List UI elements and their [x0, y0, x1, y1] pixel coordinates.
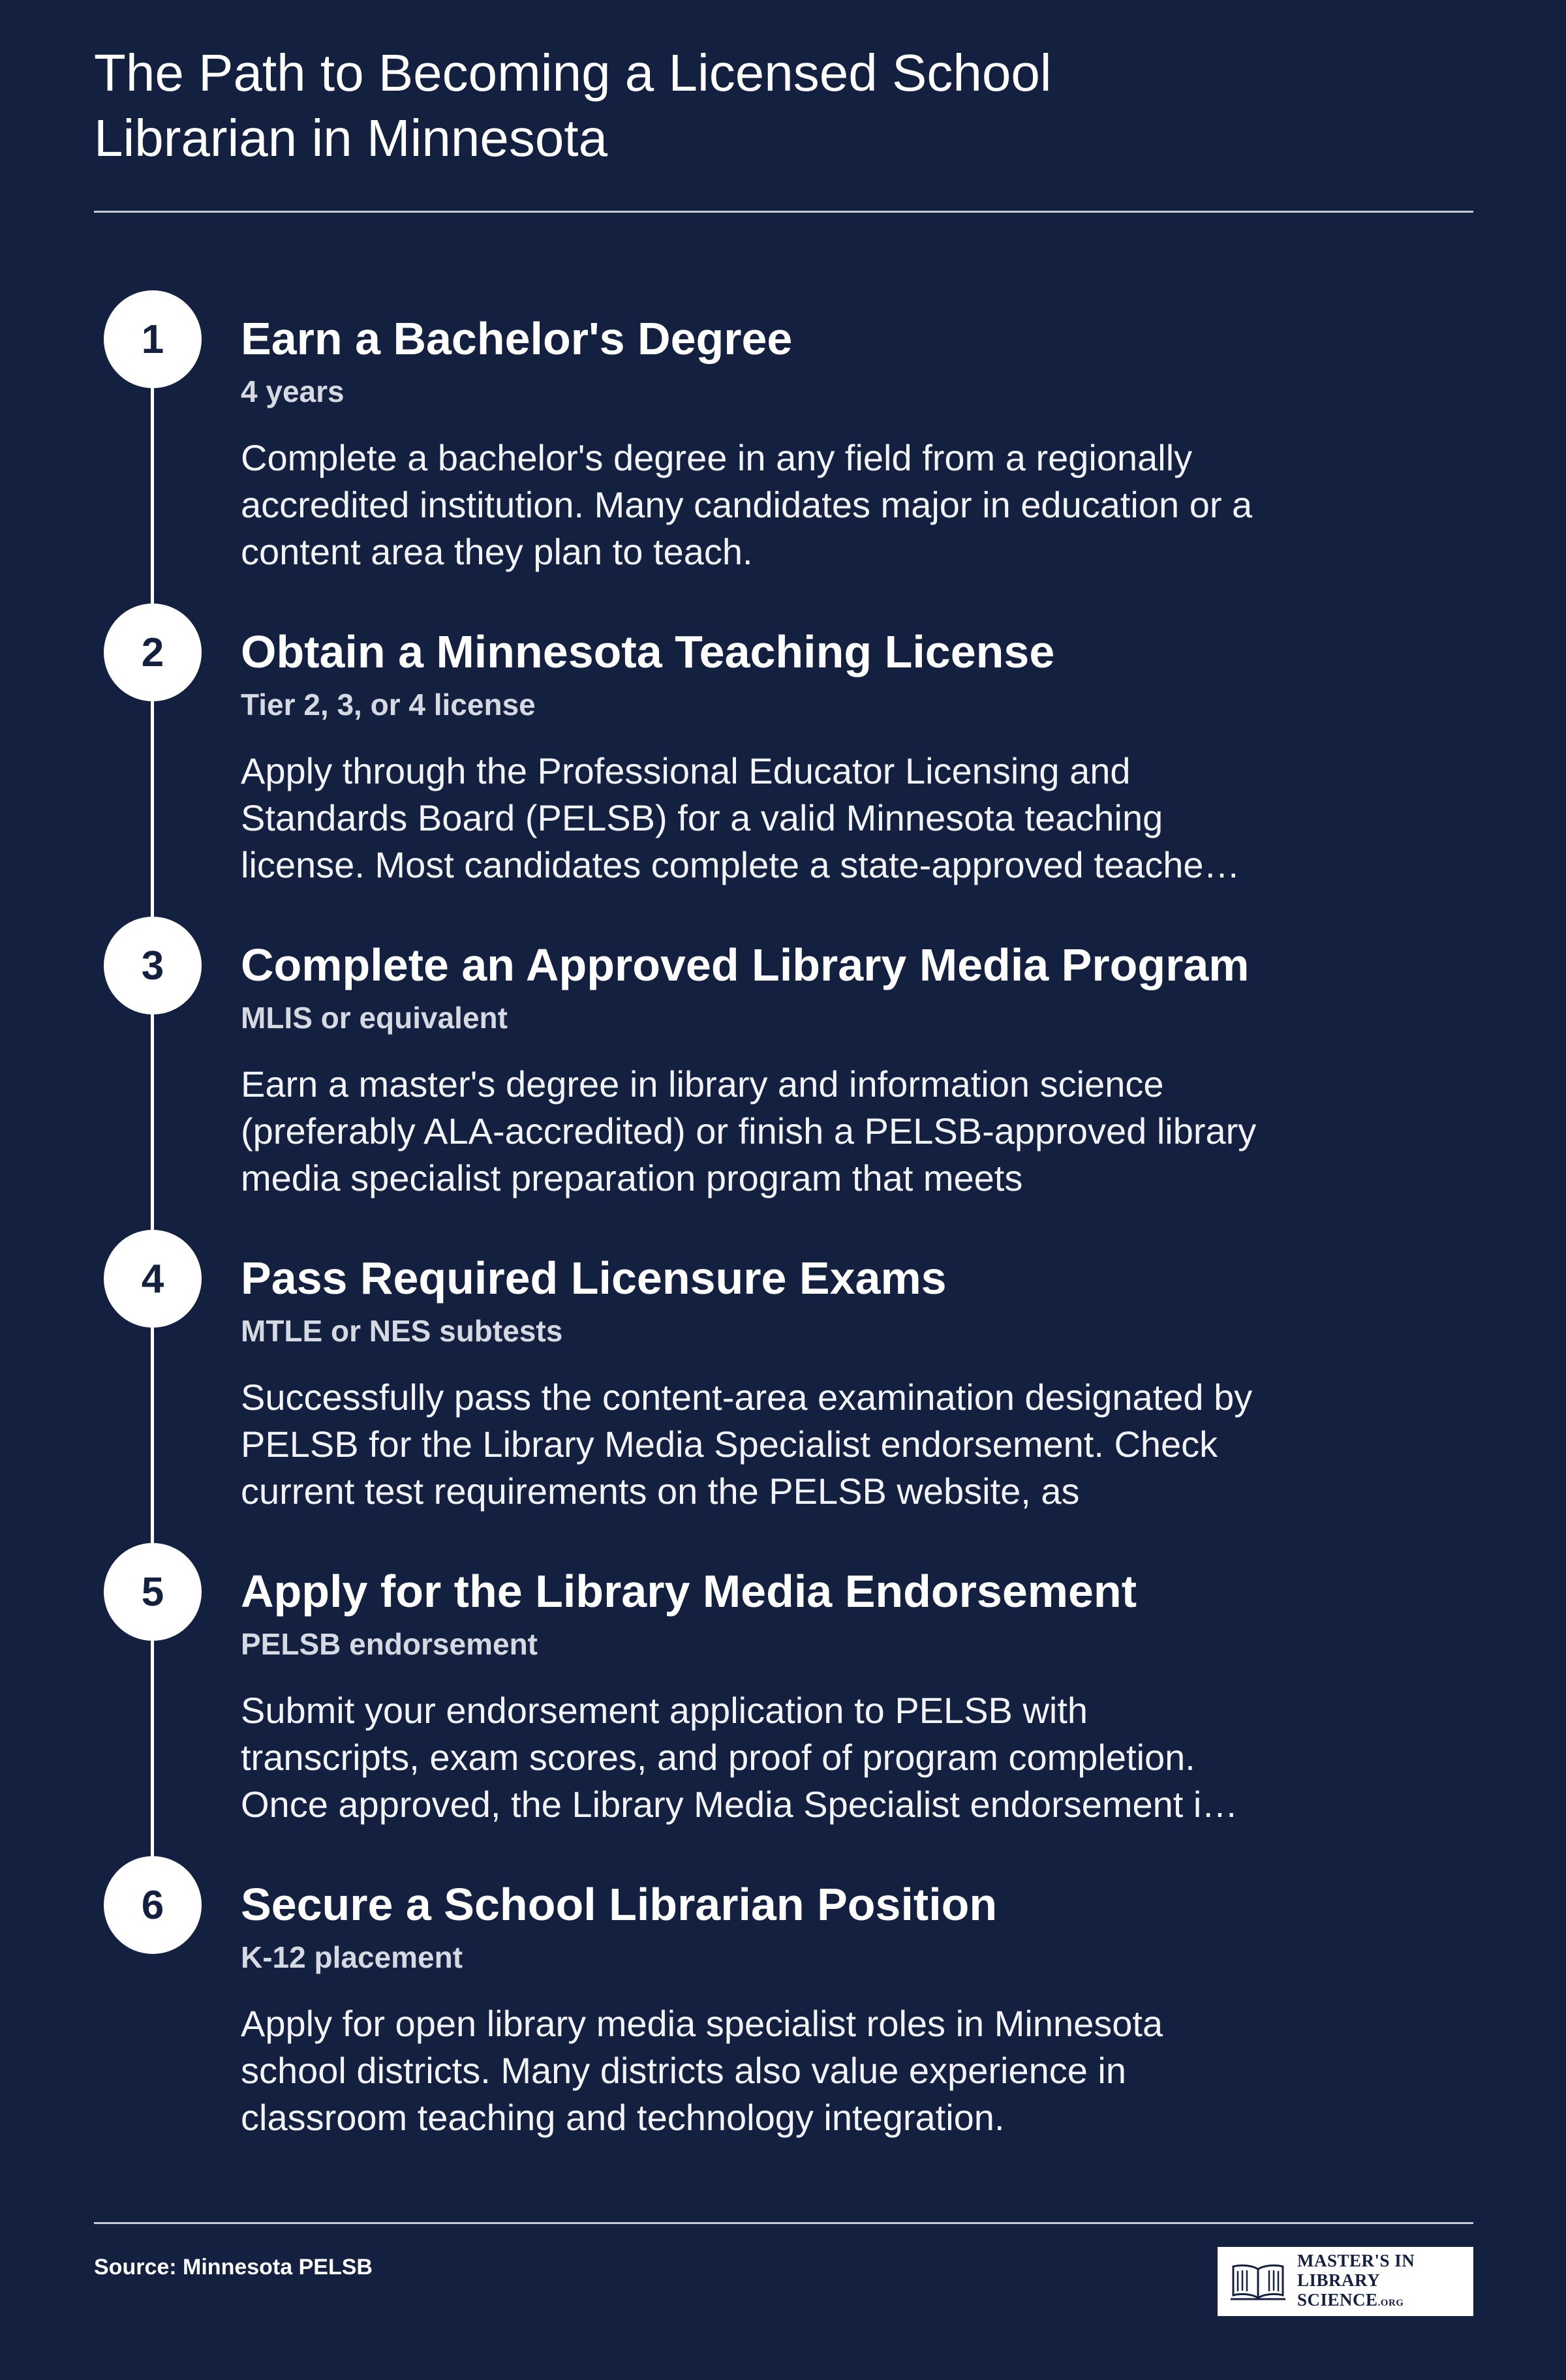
- step-1-description: Complete a bachelor's degree in any field from a regionally accredited institution. Many candidates major in education or a content area they plan to teach.: [241, 437, 1253, 572]
- step-3-title: Complete an Approved Library Media Program: [241, 939, 1250, 990]
- step-2-title: Obtain a Minnesota Teaching License: [241, 626, 1055, 677]
- step-6: [241, 1875, 1272, 2141]
- step-4-title: Pass Required Licensure Exams: [241, 1253, 947, 1304]
- step-2: [241, 622, 1272, 889]
- step-6-description: Apply for open library media specialist roles in Minnesota school districts. Many districts also value experience in classroom teaching and technology integration.: [241, 2003, 1163, 2138]
- step-1-number-badge: 1: [104, 290, 202, 388]
- step-3-number-badge: 3: [104, 917, 202, 1015]
- step-1: [241, 309, 1272, 575]
- step-5: [241, 1562, 1272, 1828]
- logo-suffix: .ORG: [1377, 2297, 1404, 2308]
- step-3: [241, 936, 1272, 1202]
- step-1-duration: 4 years: [241, 374, 345, 408]
- site-logo[interactable]: [1218, 2247, 1473, 2316]
- step-4-number-badge: 4: [104, 1230, 202, 1328]
- step-6-title: Secure a School Librarian Position: [241, 1879, 998, 1930]
- step-6-duration: K-12 placement: [241, 1940, 463, 1974]
- logo-wordmark: [1297, 2251, 1463, 2313]
- step-4: [241, 1249, 1272, 1515]
- step-3-duration: MLIS or equivalent: [241, 1001, 508, 1035]
- step-3-description: Earn a master's degree in library and information science (preferably ALA-accredited) or finish a PELSB-approved library media specialist preparation program that meets: [241, 1063, 1257, 1198]
- step-5-number-badge: 5: [104, 1543, 202, 1641]
- step-2-duration: Tier 2, 3, or 4 license: [241, 688, 536, 722]
- step-2-number-badge: 2: [104, 603, 202, 701]
- step-4-duration: MTLE or NES subtests: [241, 1314, 563, 1348]
- step-5-description: Submit your endorsement application to PELSB with transcripts, exam scores, and proof of program completion. Once approved, the Library Media Specialist endorsement i…: [241, 1690, 1238, 1825]
- step-5-title: Apply for the Library Media Endorsement: [241, 1566, 1137, 1617]
- title-divider: [94, 211, 1473, 213]
- footer-divider: [94, 2222, 1473, 2224]
- step-2-description: Apply through the Professional Educator Licensing and Standards Board (PELSB) for a valid Minnesota teaching license. Most candidates complete a state-approved teache…: [241, 750, 1240, 885]
- page-title: The Path to Becoming a Licensed School Librarian in Minnesota: [94, 44, 1052, 167]
- timeline-line: [151, 339, 154, 1905]
- step-5-duration: PELSB endorsement: [241, 1627, 538, 1661]
- step-4-description: Successfully pass the content-area examination designated by PELSB for the Library Media Specialist endorsement. Check current test requirements on the PELSB website, as: [241, 1377, 1253, 1512]
- step-1-title: Earn a Bachelor's Degree: [241, 313, 793, 364]
- step-6-number-badge: 6: [104, 1856, 202, 1954]
- logo-line-1: MASTER'S IN: [1297, 2250, 1415, 2270]
- open-book-icon: [1228, 2261, 1288, 2302]
- source-credit: Source: Minnesota PELSB: [94, 2255, 373, 2280]
- logo-line-2: LIBRARY SCIENCE: [1297, 2270, 1380, 2310]
